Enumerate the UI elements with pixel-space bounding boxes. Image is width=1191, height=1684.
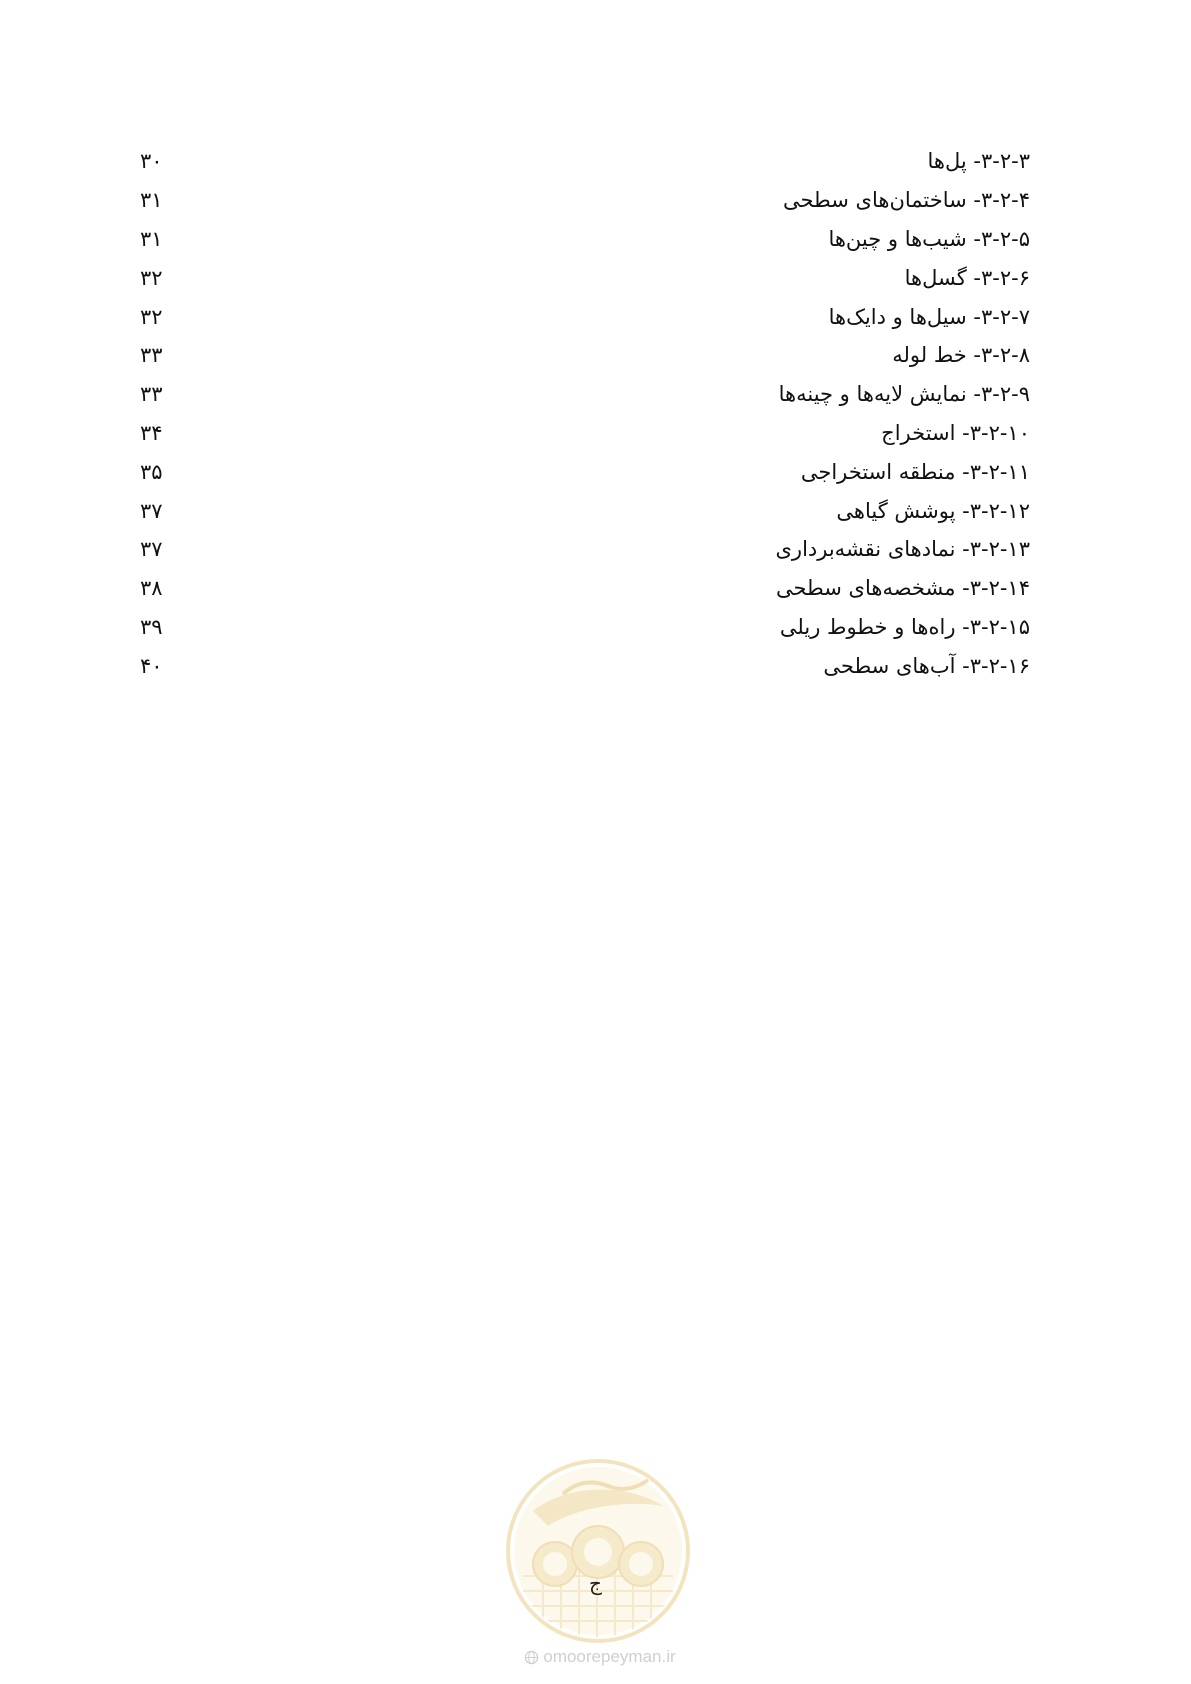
toc-page-number: ۳۷ xyxy=(140,498,163,523)
watermark-logo xyxy=(503,1456,693,1646)
site-url: omoorepeyman.ir xyxy=(543,1647,676,1666)
toc-entry-title: ۳-۲-۱۲- پوشش گیاهی xyxy=(836,498,1030,523)
toc-page-number: ۳۵ xyxy=(140,459,163,484)
toc-row xyxy=(140,258,1030,297)
toc-entry-title: ۳-۲-۱۱- منطقه استخراجی xyxy=(800,459,1030,484)
toc-row xyxy=(140,142,1030,181)
toc-entry-title: ۳-۲-۴- ساختمان‌های سطحی xyxy=(783,188,1030,213)
toc-entry-title: ۳-۲-۳- پل‌ها xyxy=(927,149,1030,174)
toc-entry-title: ۳-۲-۱۶- آب‌های سطحی xyxy=(823,653,1030,678)
toc-entry-title: ۳-۲-۱۳- نمادهای نقشه‌برداری xyxy=(775,537,1030,562)
toc-row xyxy=(140,297,1030,336)
toc-row xyxy=(140,530,1030,569)
toc-row xyxy=(140,452,1030,491)
toc-page-number: ۳۹ xyxy=(140,614,163,639)
toc-page-number: ۳۱ xyxy=(140,188,163,213)
page-number: ج xyxy=(589,1571,602,1595)
globe-icon xyxy=(524,1650,539,1665)
toc-page-number: ۳۸ xyxy=(140,576,163,601)
toc-row xyxy=(140,220,1030,259)
toc-row xyxy=(140,491,1030,530)
table-of-contents xyxy=(140,142,1030,685)
toc-entry-title: ۳-۲-۷- سیل‌ها و دایک‌ها xyxy=(828,304,1030,329)
toc-entry-title: ۳-۲-۵- شیب‌ها و چین‌ها xyxy=(828,226,1030,251)
toc-row xyxy=(140,181,1030,220)
toc-page-number: ۳۲ xyxy=(140,265,163,290)
toc-entry-title: ۳-۲-۶- گسل‌ها xyxy=(904,265,1030,290)
toc-entry-title: ۳-۲-۸- خط لوله xyxy=(892,343,1030,368)
toc-page-number: ۳۳ xyxy=(140,343,163,368)
toc-page-number: ۳۷ xyxy=(140,537,163,562)
toc-row xyxy=(140,569,1030,608)
toc-entry-title: ۳-۲-۱۵- راه‌ها و خطوط ریلی xyxy=(779,614,1030,639)
site-watermark xyxy=(510,1646,690,1668)
toc-entry-title: ۳-۲-۱۰- استخراج xyxy=(881,420,1030,445)
toc-row xyxy=(140,336,1030,375)
toc-row xyxy=(140,414,1030,453)
toc-page-number: ۴۰ xyxy=(140,653,163,678)
toc-entry-title: ۳-۲-۹- نمایش لایه‌ها و چینه‌ها xyxy=(778,382,1030,407)
toc-page-number: ۳۴ xyxy=(140,420,163,445)
toc-row xyxy=(140,646,1030,685)
toc-entry-title: ۳-۲-۱۴- مشخصه‌های سطحی xyxy=(775,576,1030,601)
toc-row xyxy=(140,608,1030,647)
toc-page-number: ۳۳ xyxy=(140,382,163,407)
toc-page-number: ۳۱ xyxy=(140,226,163,251)
toc-page-number: ۳۰ xyxy=(140,149,163,174)
toc-row xyxy=(140,375,1030,414)
toc-page-number: ۳۲ xyxy=(140,304,163,329)
